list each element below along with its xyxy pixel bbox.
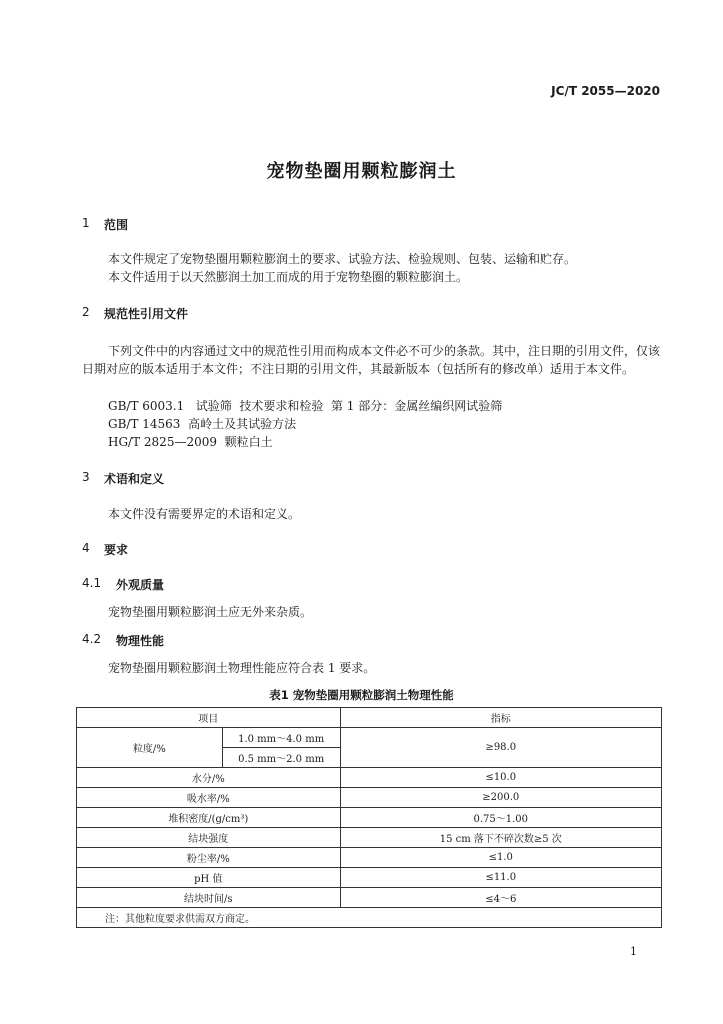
granularity-range-1: 1.0 mm～4.0 mm [222, 728, 340, 748]
granularity-range-2: 0.5 mm～2.0 mm [222, 748, 340, 768]
row-value: ≤11.0 [340, 868, 661, 888]
standard-code: JC/T 2055—2020 [551, 84, 660, 98]
reference-item: HG/T 2825—2009 颗粒白土 [108, 435, 273, 449]
section-4-1-heading [82, 576, 164, 593]
section-2-heading [82, 305, 188, 322]
table-row [77, 848, 662, 868]
section-title: 物理性能 [116, 634, 165, 648]
section-title: 要求 [104, 543, 129, 557]
granularity-label: 粒度/% [77, 728, 223, 768]
row-item: 吸水率/% [77, 788, 341, 808]
row-value: ≥200.0 [340, 788, 661, 808]
table-row [77, 768, 662, 788]
row-item: 结块时间/s [77, 888, 341, 908]
reference-item: GB/T 14563 高岭土及其试验方法 [108, 417, 297, 431]
row-item: 水分/% [77, 768, 341, 788]
section-title: 外观质量 [116, 578, 165, 592]
row-value: 0.75～1.00 [340, 808, 661, 828]
row-item: pH 值 [77, 868, 341, 888]
section-1-heading [82, 216, 128, 233]
section-title: 规范性引用文件 [104, 307, 189, 321]
document-title: 宠物垫圈用颗粒膨润土 [266, 161, 457, 182]
row-value: 15 cm 落下不碎次数≥5 次 [340, 828, 661, 848]
section-1-paragraph-1: 本文件规定了宠物垫圈用颗粒膨润土的要求、试验方法、检验规则、包装、运输和贮存。 [108, 252, 577, 266]
granularity-value: ≥98.0 [340, 728, 661, 768]
section-4-2-paragraph: 宠物垫圈用颗粒膨润土物理性能应符合表 1 要求。 [108, 661, 376, 675]
physical-properties-table [76, 707, 662, 928]
table-row [77, 888, 662, 908]
row-value: ≤10.0 [340, 768, 661, 788]
section-2-paragraph-1: 下列文件中的内容通过文中的规范性引用而构成本文件必不可少的条款。其中，注日期的引用文件，仅该日期对应的版本适用于本文件；不注日期的引用文件，其最新版本（包括所有的修改单）适用于本文件。 [82, 344, 661, 376]
section-1-paragraph-2: 本文件适用于以天然膨润土加工而成的用于宠物垫圈的颗粒膨润土。 [108, 270, 469, 284]
table-row [77, 808, 662, 828]
row-value: ≤1.0 [340, 848, 661, 868]
reference-item: GB/T 6003.1 试验筛 技术要求和检验 第 1 部分：金属丝编织网试验筛 [108, 399, 503, 413]
header-value: 指标 [340, 708, 661, 728]
table-note: 注：其他粒度要求供需双方商定。 [77, 908, 662, 928]
section-4-1-paragraph: 宠物垫圈用颗粒膨润土应无外来杂质。 [108, 605, 313, 619]
table-row [77, 828, 662, 848]
section-3-paragraph-1: 本文件没有需要界定的术语和定义。 [108, 507, 301, 521]
page-number: 1 [630, 945, 637, 958]
table-row [77, 728, 662, 748]
header-item: 项目 [77, 708, 341, 728]
section-number: 1 [82, 216, 90, 230]
section-number: 2 [82, 305, 90, 319]
row-item: 粉尘率/% [77, 848, 341, 868]
section-4-heading [82, 541, 128, 558]
section-number: 4.2 [82, 632, 102, 646]
section-number: 4 [82, 541, 90, 555]
row-value: ≤4～6 [340, 888, 661, 908]
table-header-row [77, 708, 662, 728]
table-row [77, 868, 662, 888]
table-note-row [77, 908, 662, 928]
section-title: 术语和定义 [104, 472, 165, 486]
section-3-heading [82, 470, 164, 487]
row-item: 结块强度 [77, 828, 341, 848]
section-number: 4.1 [82, 576, 102, 590]
section-title: 范围 [104, 218, 129, 232]
row-item: 堆积密度/(g/cm³) [77, 808, 341, 828]
table-row [77, 788, 662, 808]
table-caption: 表1 宠物垫圈用颗粒膨润土物理性能 [269, 688, 454, 702]
section-number: 3 [82, 470, 90, 484]
section-4-2-heading [82, 632, 164, 649]
